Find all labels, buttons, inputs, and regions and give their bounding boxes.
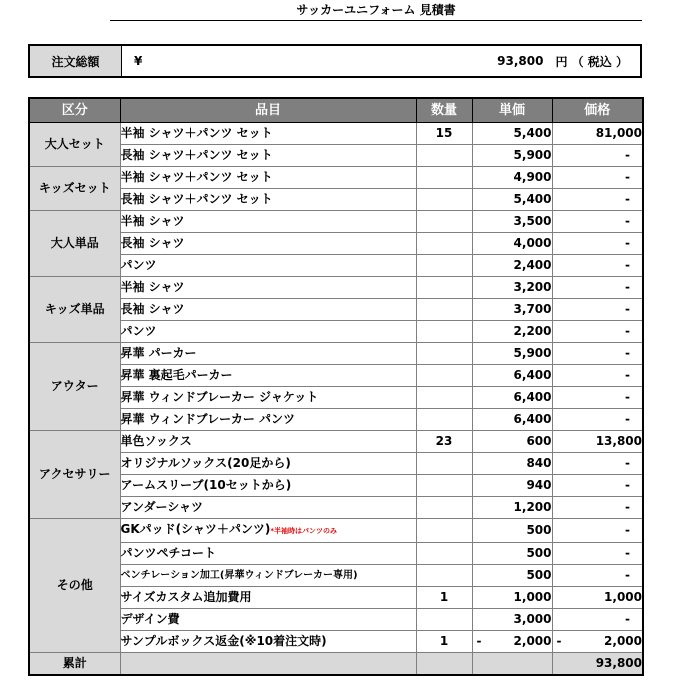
currency-symbol: ¥: [134, 54, 143, 68]
unit-price-cell: 500: [472, 518, 552, 542]
price-cell: -: [552, 518, 643, 542]
unit-price-cell: 500: [472, 564, 552, 586]
price-cell: -: [552, 608, 643, 630]
table-row: [29, 386, 643, 408]
table-header-row: [29, 98, 643, 122]
qty-cell[interactable]: [416, 496, 472, 518]
table-row: [29, 496, 643, 518]
item-name: アンダーシャツ: [120, 496, 416, 518]
item-name: 半袖 シャツ＋パンツ セット: [120, 122, 416, 144]
item-note: *半袖時はパンツのみ: [270, 526, 338, 535]
unit-price-cell: 4,000: [472, 232, 552, 254]
item-name: 昇華 ウィンドブレーカー パンツ: [120, 408, 416, 430]
estimate-table: [28, 97, 644, 676]
qty-cell[interactable]: [416, 386, 472, 408]
unit-price-cell: 5,900: [472, 342, 552, 364]
price-cell: -: [552, 496, 643, 518]
table-row: [29, 474, 643, 496]
item-name: パンツ: [120, 254, 416, 276]
item-name: 半袖 シャツ: [120, 210, 416, 232]
table-row: [29, 430, 643, 452]
price-cell: -: [552, 386, 643, 408]
unit-price-sign: -: [476, 633, 482, 648]
price-cell: -: [552, 210, 643, 232]
item-name: 長袖 シャツ＋パンツ セット: [120, 144, 416, 166]
order-total-unit: 円 （ 税込 ）: [555, 54, 628, 69]
unit-price-cell: 5,400: [472, 188, 552, 210]
header-item: 品目: [120, 98, 416, 122]
price-cell: -: [552, 232, 643, 254]
unit-price-cell: 1,200: [472, 496, 552, 518]
qty-cell[interactable]: [416, 166, 472, 188]
header-price: 価格: [552, 98, 643, 122]
price-cell: 81,000: [552, 122, 643, 144]
price-cell: -: [552, 474, 643, 496]
category-cell: 大人単品: [29, 210, 120, 276]
qty-cell[interactable]: [416, 564, 472, 586]
item-name: 長袖 シャツ: [120, 232, 416, 254]
table-row: [29, 232, 643, 254]
qty-cell[interactable]: [416, 474, 472, 496]
header-unit-price: 単価: [472, 98, 552, 122]
item-name: 半袖 シャツ: [120, 276, 416, 298]
price-cell: -: [552, 144, 643, 166]
qty-cell[interactable]: 15: [416, 122, 472, 144]
table-row: [29, 276, 643, 298]
header-qty: 数量: [416, 98, 472, 122]
table-footer-row: [29, 652, 643, 675]
qty-cell[interactable]: [416, 276, 472, 298]
qty-cell[interactable]: [416, 608, 472, 630]
price-cell: -: [552, 320, 643, 342]
price-cell: -: [552, 254, 643, 276]
price-cell: -: [552, 364, 643, 386]
unit-price-cell: 5,900: [472, 144, 552, 166]
price-cell: -: [552, 166, 643, 188]
item-name: 昇華 裏起毛パーカー: [120, 364, 416, 386]
table-row: [29, 542, 643, 564]
footer-empty: [120, 652, 416, 675]
item-name: パンツペチコート: [120, 542, 416, 564]
unit-price-cell: 2,200: [472, 320, 552, 342]
price-cell: -: [552, 408, 643, 430]
item-name: 単色ソックス: [120, 430, 416, 452]
category-cell: アクセサリー: [29, 430, 120, 518]
price-cell: -: [552, 564, 643, 586]
unit-price-cell: 3,000: [472, 608, 552, 630]
qty-cell[interactable]: [416, 518, 472, 542]
unit-price-cell: [472, 630, 552, 652]
price-cell: 1,000: [552, 586, 643, 608]
qty-cell[interactable]: 1: [416, 630, 472, 652]
category-cell: その他: [29, 518, 120, 652]
item-name: 長袖 シャツ＋パンツ セット: [120, 188, 416, 210]
table-row: [29, 518, 643, 542]
qty-cell[interactable]: 23: [416, 430, 472, 452]
qty-cell[interactable]: [416, 342, 472, 364]
unit-price-cell: 940: [472, 474, 552, 496]
table-row: [29, 144, 643, 166]
table-row: [29, 210, 643, 232]
unit-price-cell: 4,900: [472, 166, 552, 188]
item-name: [120, 518, 416, 542]
unit-price-cell: 840: [472, 452, 552, 474]
price-cell: -: [552, 298, 643, 320]
item-name: 長袖 シャツ: [120, 298, 416, 320]
page-title: サッカーユニフォーム 見積書: [110, 0, 642, 21]
price-cell: -: [552, 452, 643, 474]
unit-price-cell: 600: [472, 430, 552, 452]
price-cell: -: [552, 276, 643, 298]
qty-cell[interactable]: [416, 210, 472, 232]
category-cell: 大人セット: [29, 122, 120, 166]
item-name: アームスリーブ(10セットから): [120, 474, 416, 496]
qty-cell[interactable]: [416, 144, 472, 166]
category-cell: アウター: [29, 342, 120, 430]
item-name: パンツ: [120, 320, 416, 342]
table-row: [29, 452, 643, 474]
price-value: 2,000: [604, 633, 642, 648]
order-total-label: 注文総額: [30, 46, 122, 76]
unit-price-cell: 3,200: [472, 276, 552, 298]
table-row: [29, 342, 643, 364]
price-cell: 13,800: [552, 430, 643, 452]
order-total-value: [122, 46, 640, 76]
unit-price-cell: 500: [472, 542, 552, 564]
item-name: 半袖 シャツ＋パンツ セット: [120, 166, 416, 188]
qty-cell[interactable]: [416, 408, 472, 430]
unit-price-cell: 6,400: [472, 408, 552, 430]
unit-price-cell: 2,400: [472, 254, 552, 276]
item-name: ベンチレーション加工(昇華ウィンドブレーカー専用): [120, 564, 416, 586]
footer-empty: [472, 652, 552, 675]
item-name-text: GKパッド(シャツ＋パンツ): [120, 521, 271, 536]
item-name: デザイン費: [120, 608, 416, 630]
category-cell: キッズ単品: [29, 276, 120, 342]
table-row: [29, 122, 643, 144]
unit-price-cell: 6,400: [472, 386, 552, 408]
category-cell: キッズセット: [29, 166, 120, 210]
unit-price-cell: 1,000: [472, 586, 552, 608]
price-cell: -: [552, 188, 643, 210]
qty-cell[interactable]: 1: [416, 586, 472, 608]
price-cell: -: [552, 542, 643, 564]
footer-empty: [416, 652, 472, 675]
table-row: [29, 298, 643, 320]
qty-cell[interactable]: [416, 254, 472, 276]
qty-cell[interactable]: [416, 188, 472, 210]
table-row: [29, 408, 643, 430]
qty-cell[interactable]: [416, 232, 472, 254]
unit-price-cell: 3,700: [472, 298, 552, 320]
price-sign: -: [556, 633, 562, 648]
order-total-amount: 93,800: [497, 54, 544, 68]
table-row: [29, 364, 643, 386]
qty-cell[interactable]: [416, 364, 472, 386]
qty-cell[interactable]: [416, 542, 472, 564]
table-row: [29, 166, 643, 188]
qty-cell[interactable]: [416, 320, 472, 342]
table-row: [29, 254, 643, 276]
table-row: [29, 608, 643, 630]
unit-price-cell: 5,400: [472, 122, 552, 144]
header-category: 区分: [29, 98, 120, 122]
order-total-box: [28, 44, 642, 78]
qty-cell[interactable]: [416, 298, 472, 320]
table-row: [29, 188, 643, 210]
footer-label: 累計: [29, 652, 120, 675]
table-row: [29, 564, 643, 586]
item-name: サンプルボックス返金(※10着注文時): [120, 630, 416, 652]
item-name: 昇華 ウィンドブレーカー ジャケット: [120, 386, 416, 408]
table-row: [29, 586, 643, 608]
item-name: 昇華 パーカー: [120, 342, 416, 364]
qty-cell[interactable]: [416, 452, 472, 474]
unit-price-value: 2,000: [513, 633, 552, 648]
price-cell: [552, 630, 643, 652]
unit-price-cell: 3,500: [472, 210, 552, 232]
footer-total: 93,800: [552, 652, 643, 675]
price-cell: -: [552, 342, 643, 364]
item-name: オリジナルソックス(20足から): [120, 452, 416, 474]
table-row: [29, 630, 643, 652]
table-row: [29, 320, 643, 342]
item-name: サイズカスタム追加費用: [120, 586, 416, 608]
unit-price-cell: 6,400: [472, 364, 552, 386]
